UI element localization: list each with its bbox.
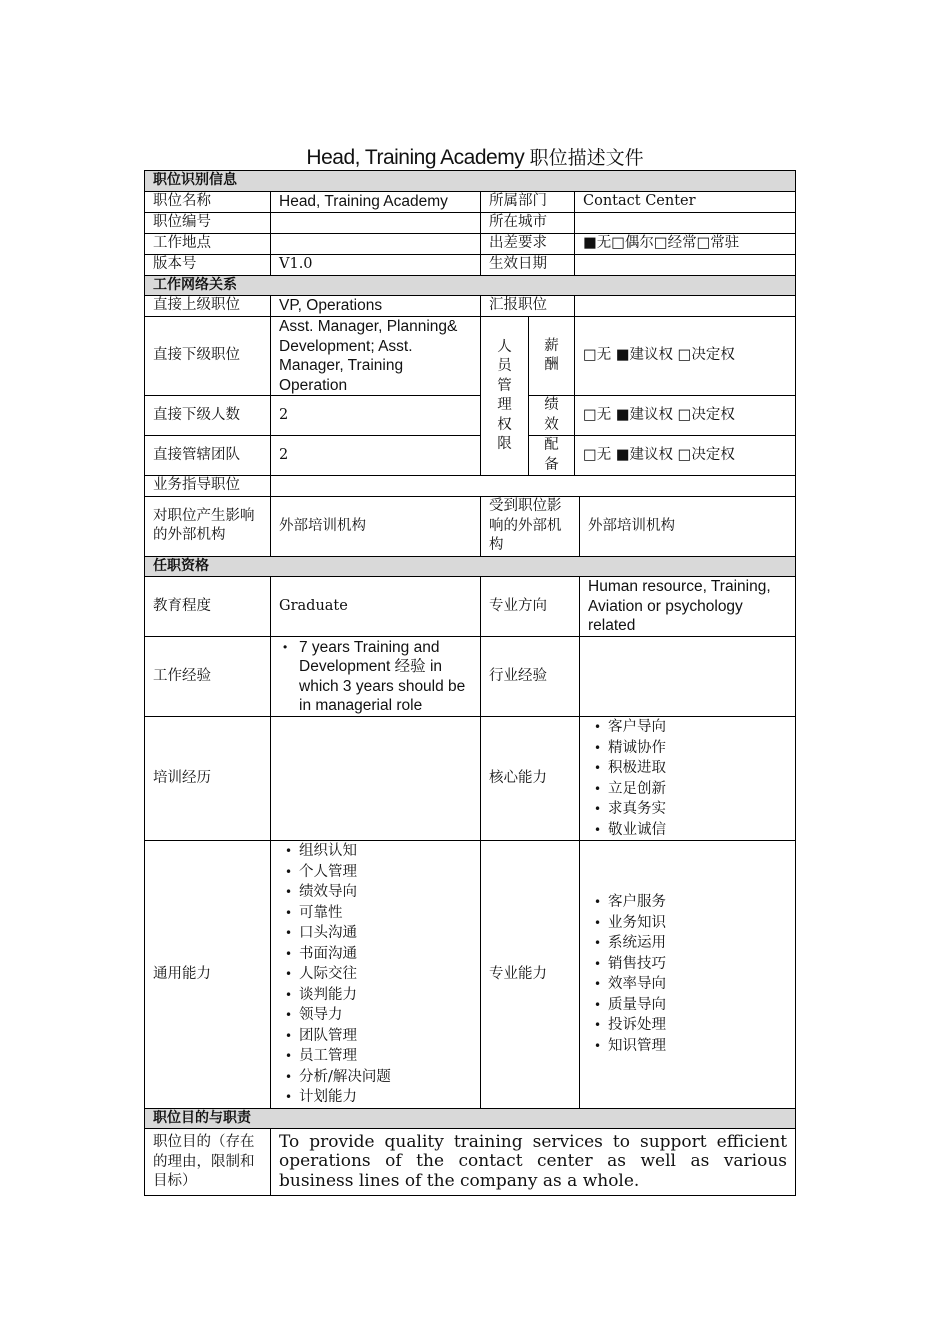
team-value: 2	[271, 436, 481, 476]
general-competency-item: • 人际交往	[299, 964, 472, 985]
experience-label: 工作经验	[145, 637, 271, 717]
city-value	[575, 212, 796, 233]
ext-influence-value: 外部培训机构	[271, 497, 481, 557]
major-value: Human resource, Training, Aviation or psychology related	[580, 577, 796, 637]
industry-label: 行业经验	[481, 637, 580, 717]
section-qualification: 任职资格	[145, 556, 796, 577]
purpose-text: To provide quality training services to support efficient operations of the contact center as well as various business lines of the company as a whole.	[271, 1129, 796, 1196]
core-competency-item: • 敬业诚信	[608, 820, 787, 841]
location-label: 工作地点	[145, 233, 271, 254]
report-value	[575, 296, 796, 317]
auth-staff-value: □无 ■建议权 □决定权	[575, 436, 796, 476]
subordinate-label: 直接下级职位	[145, 317, 271, 396]
general-competency-item: • 可靠性	[299, 903, 472, 924]
version-label: 版本号	[145, 254, 271, 275]
team-label: 直接管辖团队	[145, 436, 271, 476]
auth-salary-label-text: 薪酬	[544, 337, 559, 373]
section-network: 工作网络关系	[145, 275, 796, 296]
general-competency-item: • 分析/解决问题	[299, 1067, 472, 1088]
superior-label: 直接上级职位	[145, 296, 271, 317]
training-label: 培训经历	[145, 717, 271, 841]
ext-influence-label: 对职位产生影响的外部机构	[145, 497, 271, 557]
professional-list-cell	[580, 841, 796, 1109]
section-purpose: 职位目的与职责	[145, 1108, 796, 1129]
effective-value	[575, 254, 796, 275]
job-code-value	[271, 212, 481, 233]
superior-value: VP, Operations	[271, 296, 481, 317]
title-english: Head, Training Academy	[306, 146, 530, 169]
general-competency-item: • 书面沟通	[299, 944, 472, 965]
job-code-label: 职位编号	[145, 212, 271, 233]
experience-value	[271, 637, 481, 717]
travel-label: 出差要求	[481, 233, 575, 254]
core-competency-list	[588, 717, 787, 840]
ext-affected-label: 受到职位影响的外部机构	[481, 497, 580, 557]
auth-staff-label	[529, 436, 575, 476]
general-competency-item: • 计划能力	[299, 1087, 472, 1108]
sub-count-label: 直接下级人数	[145, 396, 271, 436]
professional-competency-item: • 效率导向	[608, 974, 787, 995]
auth-perf-label	[529, 396, 575, 436]
core-competency-item: • 客户导向	[608, 717, 787, 738]
report-label: 汇报职位	[481, 296, 575, 317]
major-label: 专业方向	[481, 577, 580, 637]
education-value: Graduate	[271, 577, 481, 637]
training-value	[271, 717, 481, 841]
core-list-cell	[580, 717, 796, 841]
ext-affected-value: 外部培训机构	[580, 497, 796, 557]
sub-count-value: 2	[271, 396, 481, 436]
professional-competency-item: • 投诉处理	[608, 1015, 787, 1036]
travel-value: ■无□偶尔□经常□常驻	[575, 233, 796, 254]
city-label: 所在城市	[481, 212, 575, 233]
auth-perf-label-text: 绩效	[544, 397, 559, 433]
version-value: V1.0	[271, 254, 481, 275]
core-competency-item: • 立足创新	[608, 779, 787, 800]
dept-label: 所属部门	[481, 191, 575, 212]
subordinate-value: Asst. Manager, Planning& Development; Asst. Manager, Training Operation	[271, 317, 481, 396]
general-competency-item: • 绩效导向	[299, 882, 472, 903]
general-competency-item: • 口头沟通	[299, 923, 472, 944]
general-competency-item: • 领导力	[299, 1005, 472, 1026]
title-chinese: 职位描述文件	[529, 147, 644, 169]
auth-salary-value: □无 ■建议权 □决定权	[575, 317, 796, 396]
professional-competency-list	[588, 892, 787, 1056]
general-list-cell	[271, 841, 481, 1109]
location-value	[271, 233, 481, 254]
job-description-table	[144, 170, 796, 1196]
general-competency-item: • 员工管理	[299, 1046, 472, 1067]
professional-label: 专业能力	[481, 841, 580, 1109]
guidance-label: 业务指导职位	[145, 476, 271, 497]
industry-value	[580, 637, 796, 717]
professional-competency-item: • 质量导向	[608, 995, 787, 1016]
core-competency-item: • 精诚协作	[608, 738, 787, 759]
section-identity: 职位识别信息	[145, 171, 796, 192]
dept-value: Contact Center	[575, 191, 796, 212]
professional-competency-item: • 系统运用	[608, 933, 787, 954]
core-competency-item: • 求真务实	[608, 799, 787, 820]
job-name-label: 职位名称	[145, 191, 271, 212]
core-competency-item: • 积极进取	[608, 758, 787, 779]
guidance-value	[271, 476, 796, 497]
experience-item: • 7 years Training and Development 经验 in which 3 years should be in managerial role	[299, 638, 472, 716]
professional-competency-item: • 客户服务	[608, 892, 787, 913]
general-label: 通用能力	[145, 841, 271, 1109]
general-competency-item: • 组织认知	[299, 841, 472, 862]
general-competency-item: • 团队管理	[299, 1026, 472, 1047]
purpose-label: 职位目的（存在的理由，限制和目标）	[145, 1129, 271, 1196]
page-title	[0, 143, 950, 170]
general-competency-item: • 个人管理	[299, 862, 472, 883]
general-competency-item: • 谈判能力	[299, 985, 472, 1006]
education-label: 教育程度	[145, 577, 271, 637]
effective-label: 生效日期	[481, 254, 575, 275]
general-competency-list	[279, 841, 472, 1108]
auth-perf-value: □无 ■建议权 □决定权	[575, 396, 796, 436]
authority-label-text: 人员管理权限	[497, 338, 512, 452]
auth-salary-label	[529, 317, 575, 396]
professional-competency-item: • 知识管理	[608, 1036, 787, 1057]
job-name-value: Head, Training Academy	[271, 191, 481, 212]
core-label: 核心能力	[481, 717, 580, 841]
auth-staff-label-text: 配备	[544, 437, 559, 473]
authority-label	[481, 317, 529, 476]
professional-competency-item: • 销售技巧	[608, 954, 787, 975]
professional-competency-item: • 业务知识	[608, 913, 787, 934]
